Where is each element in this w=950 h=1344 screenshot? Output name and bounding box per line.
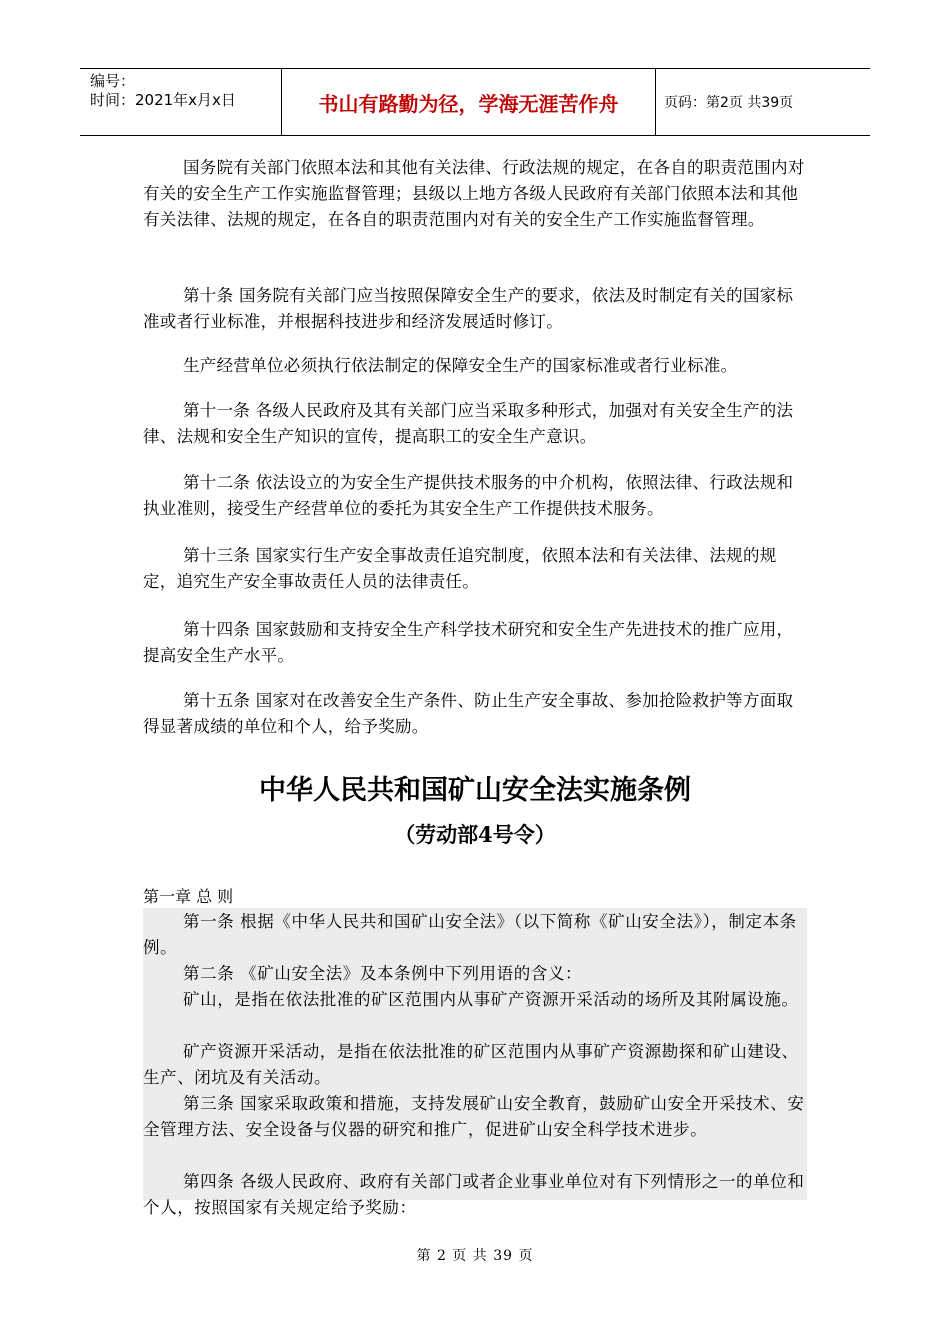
body-paragraph: 第十四条 国家鼓励和支持安全生产科学技术研究和安全生产先进技术的推广应用，提高安全生产水平。 <box>143 620 794 665</box>
document-date: 时间：2021年x月x日 <box>90 91 236 109</box>
body-paragraph: 国务院有关部门依照本法和其他有关法律、行政法规的规定，在各自的职责范围内对有关的安全生产工作实施监督管理；县级以上地方各级人民政府有关部门依照本法和其他有关法律、法规的规定，在各自的职责范围内对有关的安全生产工作实施监督管理。 <box>143 158 805 229</box>
body-paragraph: 第十条 国务院有关部门应当按照保障安全生产的要求，依法及时制定有关的国家标准或者行业标准，并根据科技进步和经济发展适时修订。 <box>143 286 794 331</box>
body-paragraph: 第十三条 国家实行生产安全事故责任追究制度，依照本法和有关法律、法规的规定，追究生产安全事故责任人员的法律责任。 <box>143 546 777 591</box>
body-paragraph: 第十二条 依法设立的为安全生产提供技术服务的中介机构，依照法律、行政法规和执业准则，接受生产经营单位的委托为其安全生产工作提供技术服务。 <box>143 473 794 518</box>
page-header <box>80 68 870 136</box>
body-paragraph: 生产经营单位必须执行依法制定的保障安全生产的国家标准或者行业标准。 <box>183 356 738 375</box>
regulation-subtitle: （劳动部4号令） <box>394 822 556 847</box>
header-motto: 书山有路勤为径，学海无涯苦作舟 <box>282 69 656 135</box>
header-meta <box>80 69 282 135</box>
regulation-paragraph: 矿山，是指在依法批准的矿区范围内从事矿产资源开采活动的场所及其附属设施。 <box>183 990 799 1009</box>
regulation-paragraph: 第二条 《矿山安全法》及本条例中下列用语的含义： <box>183 964 583 983</box>
regulation-paragraph: 矿产资源开采活动，是指在依法批准的矿区范围内从事矿产资源勘探和矿山建设、生产、闭坑及有关活动。 <box>143 1042 799 1087</box>
body-paragraph: 第十一条 各级人民政府及其有关部门应当采取多种形式，加强对有关安全生产的法律、法规和安全生产知识的宣传，提高职工的安全生产意识。 <box>143 401 794 446</box>
regulation-title: 中华人民共和国矿山安全法实施条例 <box>259 775 691 806</box>
body-paragraph: 第十五条 国家对在改善安全生产条件、防止生产安全事故、参加抢险救护等方面取得显著成绩的单位和个人，给予奖励。 <box>143 691 794 736</box>
page-footer: 第 2 页 共 39 页 <box>416 1248 534 1264</box>
regulation-paragraph: 第四条 各级人民政府、政府有关部门或者企业事业单位对有下列情形之一的单位和个人，按照国家有关规定给予奖励： <box>143 1172 805 1217</box>
header-page-info: 页码：第2页 共39页 <box>664 95 794 111</box>
regulation-paragraph: 第一条 根据《中华人民共和国矿山安全法》（以下简称《矿山安全法》），制定本条例。 <box>143 912 797 957</box>
document-number-label: 编号： <box>90 72 136 90</box>
regulation-paragraph: 第三条 国家采取政策和措施，支持发展矿山安全教育，鼓励矿山安全开采技术、安全管理方法、安全设备与仪器的研究和推广，促进矿山安全科学技术进步。 <box>143 1094 805 1139</box>
chapter-heading: 第一章 总 则 <box>143 887 234 906</box>
